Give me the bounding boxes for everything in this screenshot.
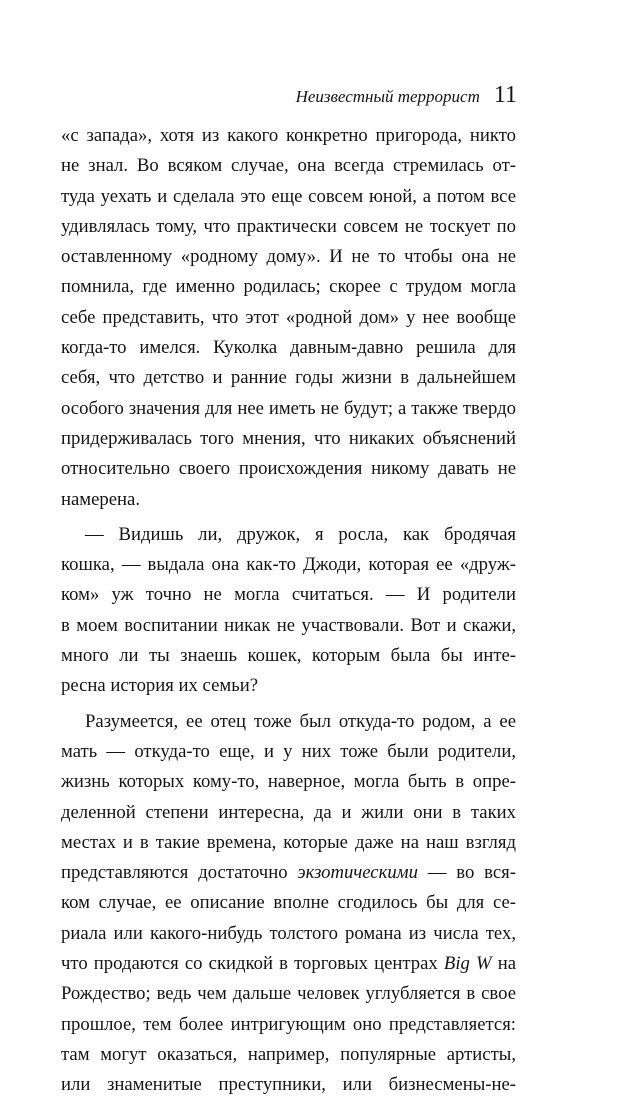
page-number: 11 <box>493 82 517 108</box>
text-line: Рождество; ведь чем дальше человек углубляется в свое <box>61 983 516 1005</box>
running-title: Неизвестный террорист <box>295 87 480 106</box>
text-line: прошлое, тем более интригующим оно представляется: <box>61 1013 516 1035</box>
body-text <box>61 121 516 1101</box>
text-line: местах и в такие времена, которые даже на наш взгляд <box>61 831 516 853</box>
text-line: удивлялась тому, что практически совсем не тоскует по <box>61 215 516 237</box>
text-line-with-emphasis <box>61 858 516 888</box>
emphasis-text: Big W <box>443 953 492 975</box>
text-line: помнила, где именно родилась; скорее с трудом могла <box>61 276 516 298</box>
text-line-with-emphasis <box>61 949 516 979</box>
text-line: ком случае, ее описание вполне сгодилось бы для се- <box>61 892 516 914</box>
text-line: Разумеется, ее отец тоже был откуда-то родом, а ее <box>85 710 516 732</box>
text-line: там могут оказаться, например, популярные артисты, <box>61 1043 516 1065</box>
text-segment: на <box>491 953 516 975</box>
text-line: «с запада», хотя из какого конкретно пригорода, никто <box>61 125 516 146</box>
text-line: оставленному «родному дому». И не то чтобы она не <box>61 246 516 268</box>
running-head <box>296 82 517 109</box>
text-line: придерживалась того мнения, что никаких объяснений <box>61 427 516 449</box>
text-segment: — во вся- <box>417 862 516 884</box>
text-line: не знал. Во всяком случае, она всегда стремилась от- <box>61 155 516 177</box>
text-line: жизнь которых кому-то, наверное, могла быть в опре- <box>61 771 516 793</box>
text-line: себя, что детство и ранние годы жизни в дальнейшем <box>61 367 516 389</box>
text-segment: что продаются со скидкой в торговых центрах <box>61 953 444 975</box>
text-line: в моем воспитании никак не участвовали. Вот и скажи, <box>61 614 516 636</box>
text-line: себе представить, что этот «родной дом» у нее вообще <box>61 306 516 328</box>
text-line: мать — откуда-то еще, и у них тоже были родители, <box>61 740 516 762</box>
text-line: — Видишь ли, дружок, я росла, как бродячая <box>85 523 516 545</box>
text-line: риала или какого-нибудь толстого романа из числа тех, <box>61 922 516 944</box>
text-line: ком» уж точно не могла считаться. — И родители <box>61 584 516 606</box>
text-line: намерена. <box>61 488 141 510</box>
text-line: когда-то имелся. Куколка давным-давно решила для <box>61 337 516 359</box>
text-line: ресна история их семьи? <box>61 675 259 697</box>
text-line: много ли ты знаешь кошек, которым была бы инте- <box>61 645 516 667</box>
text-segment: представляются достаточно <box>61 862 298 884</box>
text-line: туда уехать и сделала это еще совсем юной, а потом все <box>61 185 516 207</box>
emphasis-text: экзотическими <box>297 862 418 884</box>
text-line: относительно своего происхождения никому давать не <box>61 458 516 480</box>
text-line: деленной степени интересна, да и жили они в таких <box>61 801 516 823</box>
text-line: кошка, — выдала она как-то Джоди, которая ее «друж- <box>61 554 516 576</box>
text-line: особого значения для нее иметь не будут; а также твердо <box>61 397 516 419</box>
text-line: или знаменитые преступники, или бизнесмены-не- <box>61 1074 516 1096</box>
